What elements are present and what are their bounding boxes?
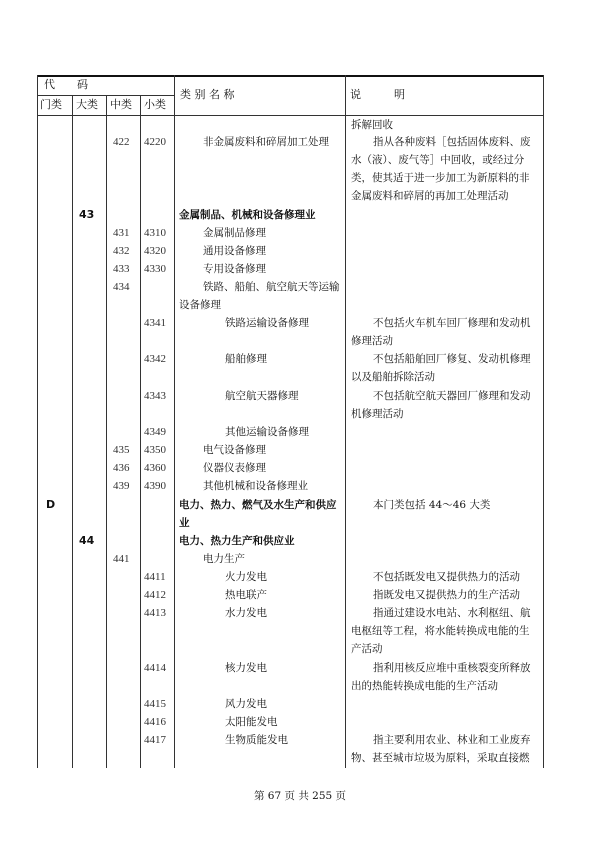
code-zhong: 433: [113, 263, 130, 275]
header-col-men: 门类: [40, 98, 62, 111]
col-line-name: [174, 75, 175, 768]
description-line: 产活动: [351, 643, 383, 655]
category-name: 其他运输设备修理: [225, 426, 309, 438]
category-name-cont: 设备修理: [179, 299, 221, 311]
category-name-cont: 业: [179, 517, 190, 529]
col-line-left: [37, 75, 38, 768]
category-name: 铁路、船舶、航空航天等运输: [203, 281, 340, 293]
description-line: 电枢纽等工程，将水能转换成电能的生: [351, 625, 530, 637]
category-name: 仪器仪表修理: [203, 462, 266, 474]
code-da: 44: [79, 534, 95, 547]
description-line: 物、甚至城市垃圾为原料，采取直接燃: [351, 752, 530, 764]
code-xiao: 4310: [144, 227, 166, 239]
code-xiao: 4414: [144, 662, 166, 674]
category-name: 船舶修理: [225, 353, 267, 365]
header-col-desc: 说 明: [350, 88, 405, 101]
header-col-name: 类 别 名 称: [180, 88, 235, 101]
description-line: 指利用核反应堆中重核裂变所释放: [373, 662, 531, 674]
category-name: 电力、热力生产和供应业: [179, 535, 295, 547]
code-xiao: 4360: [144, 462, 166, 474]
category-name: 热电联产: [225, 589, 267, 601]
col-line-code-1: [106, 95, 107, 768]
description-line: 机修理活动: [351, 408, 404, 420]
code-zhong: 435: [113, 444, 130, 456]
code-xiao: 4412: [144, 589, 166, 601]
category-name: 金属制品修理: [203, 227, 266, 239]
description-line: 不包括航空航天器回厂修理和发动: [373, 390, 531, 402]
category-name: 通用设备修理: [203, 245, 266, 257]
code-xiao: 4343: [144, 390, 166, 402]
code-zhong: 432: [113, 245, 130, 257]
code-xiao: 4390: [144, 480, 166, 492]
category-name: 生物质能发电: [225, 734, 288, 746]
code-xiao: 4416: [144, 716, 166, 728]
code-xiao: 4220: [144, 136, 166, 148]
description-line: 指既发电又提供热力的生产活动: [373, 589, 520, 601]
code-xiao: 4342: [144, 353, 166, 365]
category-name: 火力发电: [225, 571, 267, 583]
category-name: 风力发电: [225, 698, 267, 710]
header-col-xiao: 小类: [144, 98, 166, 111]
code-xiao: 4341: [144, 317, 166, 329]
description-line: 金属废料和碎屑的再加工处理活动: [351, 190, 509, 202]
category-name: 电力生产: [203, 553, 245, 565]
code-xiao: 4350: [144, 444, 166, 456]
code-xiao: 4415: [144, 698, 166, 710]
code-xiao: 4411: [144, 571, 166, 583]
category-name: 水力发电: [225, 607, 267, 619]
code-men: D: [46, 498, 56, 511]
description-line: 本门类包括 44～46 大类: [373, 499, 491, 511]
header-col-da: 大类: [76, 98, 98, 111]
category-name: 太阳能发电: [225, 716, 278, 728]
category-name: 专用设备修理: [203, 263, 266, 275]
category-name: 铁路运输设备修理: [225, 317, 309, 329]
code-xiao: 4417: [144, 734, 166, 746]
code-xiao: 4320: [144, 245, 166, 257]
description-line: 指从各种废料［包括固体废料、废: [373, 136, 531, 148]
category-name: 核力发电: [225, 662, 267, 674]
code-xiao: 4349: [144, 426, 166, 438]
category-name: 电力、热力、燃气及水生产和供应: [179, 499, 337, 511]
description-line: 出的热能转换成电能的生产活动: [351, 680, 498, 692]
description-line: 指通过建设水电站、水利枢纽、航: [373, 607, 531, 619]
category-name: 其他机械和设备修理业: [203, 480, 308, 492]
header-bottom-border: [37, 115, 543, 116]
code-zhong: 434: [113, 281, 130, 293]
code-xiao: 4330: [144, 263, 166, 275]
description-line: 以及船舶拆除活动: [351, 371, 435, 383]
description-line: 不包括火车机车回厂修理和发动机: [373, 317, 531, 329]
code-da: 43: [79, 208, 95, 221]
description-line: 不包括既发电又提供热力的活动: [373, 571, 520, 583]
table-top-border: [37, 75, 543, 77]
code-zhong: 441: [113, 553, 130, 565]
page-footer: 第 67 页 共 255 页: [253, 790, 347, 802]
header-code-label: 代 码: [44, 78, 88, 91]
code-zhong: 422: [113, 136, 130, 148]
code-zhong: 431: [113, 227, 130, 239]
description-line: 类，使其适于进一步加工为新原料的非: [351, 172, 530, 184]
description-line: 拆解回收: [351, 119, 393, 131]
category-name: 电气设备修理: [203, 444, 266, 456]
code-zhong: 436: [113, 462, 130, 474]
category-name: 航空航天器修理: [225, 390, 299, 402]
col-line-desc: [345, 75, 346, 768]
code-zhong: 439: [113, 480, 130, 492]
col-line-code-0: [72, 95, 73, 768]
category-name: 非金属废料和碎屑加工处理: [203, 136, 329, 148]
col-line-code-2: [140, 95, 141, 768]
header-col-zhong: 中类: [110, 98, 132, 111]
description-line: 修理活动: [351, 335, 393, 347]
code-xiao: 4413: [144, 607, 166, 619]
description-line: 水（液）、废气等］中回收，或经过分: [351, 154, 525, 166]
category-name: 金属制品、机械和设备修理业: [179, 209, 316, 221]
description-line: 不包括船舶回厂修复、发动机修理: [373, 353, 531, 365]
description-line: 指主要利用农业、林业和工业废弃: [373, 734, 531, 746]
col-line-right: [543, 75, 544, 768]
